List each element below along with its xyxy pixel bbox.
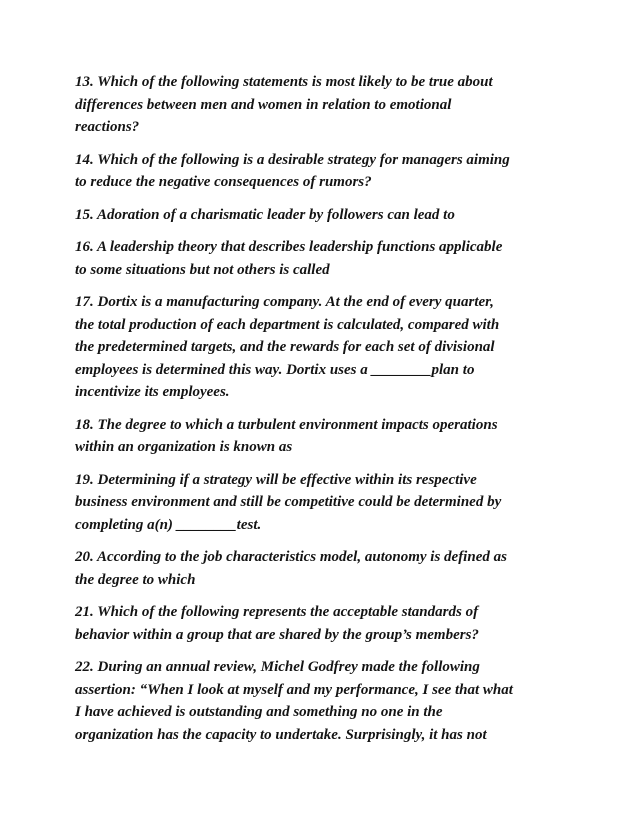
question-17-line: incentivize its employees. xyxy=(75,384,230,400)
question-13-line: 13. Which of the following statements is most likely to be true about xyxy=(75,74,493,90)
question-21 xyxy=(75,601,575,646)
question-17-line: the total production of each department is calculated, compared with xyxy=(75,316,500,333)
question-15 xyxy=(75,204,575,227)
question-14-line: to reduce the negative consequences of rumors? xyxy=(75,174,372,190)
question-19-line: completing a(n) ________test. xyxy=(75,516,262,533)
question-20-line: the degree to which xyxy=(75,571,196,588)
question-22 xyxy=(75,656,575,746)
question-17-line: 17. Dortix is a manufacturing company. At the end of every quarter, xyxy=(75,294,494,310)
question-13-line: reactions? xyxy=(75,119,140,135)
question-22-line: assertion: “When I look at myself and my performance, I see that what xyxy=(75,681,513,698)
question-19-line: business environment and still be competitive could be determined by xyxy=(75,494,502,510)
question-21-line: behavior within a group that are shared by the group’s members? xyxy=(75,626,479,643)
question-19 xyxy=(75,469,575,537)
question-20 xyxy=(75,546,575,591)
question-18 xyxy=(75,414,575,459)
question-16-line: 16. A leadership theory that describes leadership functions applicable xyxy=(75,239,503,255)
question-16 xyxy=(75,236,575,281)
question-19-line: 19. Determining if a strategy will be effective within its respective xyxy=(75,471,477,488)
question-17-line: the predetermined targets, and the rewards for each set of divisional xyxy=(75,339,495,355)
question-21-line: 21. Which of the following represents the acceptable standards of xyxy=(75,604,479,620)
question-22-line: I have achieved is outstanding and something no one in the xyxy=(75,704,443,720)
question-22-line: 22. During an annual review, Michel Godfrey made the following xyxy=(75,659,480,675)
question-14 xyxy=(75,149,575,194)
question-14-line: 14. Which of the following is a desirable strategy for managers aiming xyxy=(75,151,510,168)
question-18-line: within an organization is known as xyxy=(75,439,293,455)
question-13 xyxy=(75,71,575,139)
question-15-line: 15. Adoration of a charismatic leader by followers can lead to xyxy=(75,206,455,223)
question-list xyxy=(75,71,575,756)
question-13-line: differences between men and women in relation to emotional xyxy=(75,96,452,113)
question-17 xyxy=(75,291,575,404)
question-18-line: 18. The degree to which a turbulent environment impacts operations xyxy=(75,416,498,433)
question-20-line: 20. According to the job characteristics model, autonomy is defined as xyxy=(75,549,507,565)
question-17-line: employees is determined this way. Dortix uses a ________plan to xyxy=(75,361,475,378)
question-16-line: to some situations but not others is called xyxy=(75,261,330,278)
question-22-line: organization has the capacity to undertake. Surprisingly, it has not xyxy=(75,726,487,743)
